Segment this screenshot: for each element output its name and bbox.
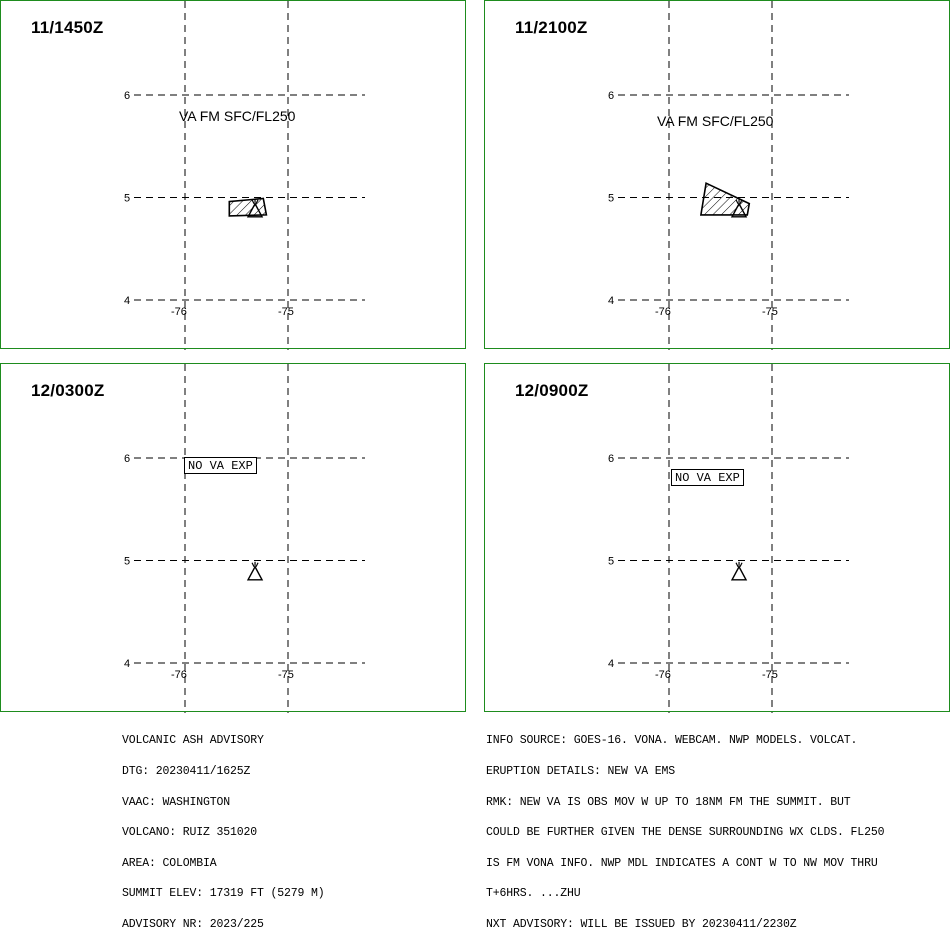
longitude-tick-label: -75 [762,306,778,318]
map-grid [485,364,950,713]
ash-level-label: VA FM SFC/FL250 [179,108,296,124]
latitude-tick-label: 6 [608,453,615,465]
longitude-tick-label: -76 [171,306,187,318]
longitude-tick-label: -76 [655,306,671,318]
advisory-line: VOLCANO: RUIZ 351020 [122,826,258,840]
advisory-line: COULD BE FURTHER GIVEN THE DENSE SURROUNDING WX CLDS. FL250 [486,826,885,840]
advisory-line: IS FM VONA INFO. NWP MDL INDICATES A CONT W TO NW MOV THRU [486,856,878,870]
forecast-panel-2 [484,0,950,349]
latitude-tick-label: 5 [608,192,615,205]
advisory-line: INFO SOURCE: GOES-16. VONA. WEBCAM. NWP MODELS. VOLCAT. [486,734,858,748]
latitude-tick-label: 5 [124,555,131,568]
forecast-panel-3 [0,363,466,712]
longitude-tick-label: -75 [762,669,778,681]
longitude-tick-label: -75 [278,306,294,318]
advisory-line: VOLCANIC ASH ADVISORY [122,734,264,748]
latitude-tick-label: 5 [608,555,615,568]
longitude-tick-label: -75 [278,669,294,681]
advisory-line: SUMMIT ELEV: 17319 FT (5279 M) [122,887,325,901]
advisory-header-text [122,716,325,940]
latitude-tick-label: 6 [124,90,131,102]
advisory-line: AREA: COLOMBIA [122,856,217,870]
valid-time-label: 11/2100Z [515,18,588,37]
ash-level-label: VA FM SFC/FL250 [657,113,774,129]
latitude-tick-label: 5 [124,192,131,205]
advisory-remarks-text [486,716,884,940]
advisory-line: ERUPTION DETAILS: NEW VA EMS [486,765,676,778]
map-grid [485,1,950,350]
latitude-tick-label: 4 [608,295,615,307]
advisory-line: ADVISORY NR: 2023/225 [122,917,264,931]
valid-time-label: 12/0900Z [515,381,589,400]
no-ash-expected-box: NO VA EXP [184,457,257,474]
map-grid [1,364,467,713]
forecast-panel-4 [484,363,950,712]
latitude-tick-label: 4 [608,658,615,670]
longitude-tick-label: -76 [655,669,671,681]
volcano-triangle-icon [248,562,262,580]
valid-time-label: 11/1450Z [31,18,104,37]
advisory-line: RMK: NEW VA IS OBS MOV W UP TO 18NM FM THE SUMMIT. BUT [486,795,851,809]
volcano-triangle-icon [732,562,746,580]
latitude-tick-label: 4 [124,295,131,307]
valid-time-label: 12/0300Z [31,381,105,400]
advisory-line: DTG: 20230411/1625Z [122,765,251,778]
latitude-tick-label: 4 [124,658,131,670]
advisory-line: VAAC: WASHINGTON [122,795,231,809]
longitude-tick-label: -76 [171,669,187,681]
latitude-tick-label: 6 [124,453,131,465]
latitude-tick-label: 6 [608,90,615,102]
map-grid [1,1,467,350]
forecast-panel-1 [0,0,466,349]
advisory-line: T+6HRS. ...ZHU [486,887,581,901]
advisory-line: NXT ADVISORY: WILL BE ISSUED BY 20230411/2230Z [486,917,797,931]
no-ash-expected-box: NO VA EXP [671,469,744,486]
